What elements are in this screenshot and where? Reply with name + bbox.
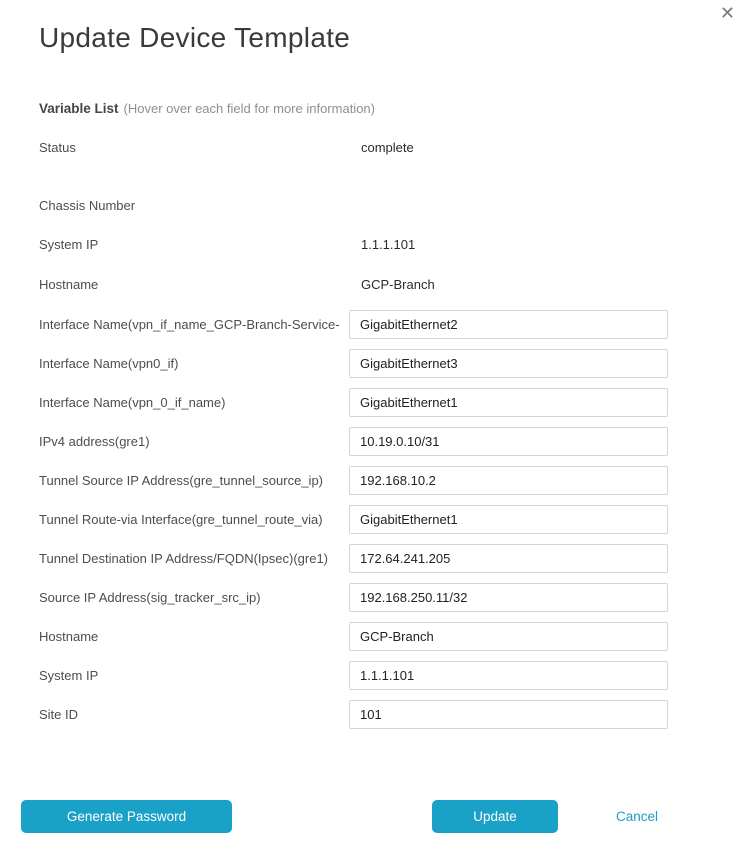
field-label: IPv4 address(gre1): [39, 433, 150, 449]
field-label: Interface Name(vpn_0_if_name): [39, 394, 226, 410]
field-label: Chassis Number: [39, 198, 136, 213]
interface-name-vpn-0-if-name-input[interactable]: [349, 388, 668, 417]
generate-password-button[interactable]: Generate Password: [21, 800, 232, 833]
tunnel-source-ip-input[interactable]: [349, 466, 668, 495]
update-button[interactable]: Update: [432, 800, 558, 833]
interface-name-vpn0-if-input[interactable]: [349, 349, 668, 378]
source-ip-sig-tracker-input[interactable]: [349, 583, 668, 612]
row-tunnel-source-ip: [39, 466, 668, 495]
row-ipv4-address-gre1: [39, 427, 668, 456]
variable-list-heading: Variable List: [39, 101, 119, 116]
tunnel-destination-ip-input[interactable]: [349, 544, 668, 573]
field-value: complete: [361, 140, 414, 155]
field-value: GCP-Branch: [361, 277, 435, 292]
field-value: 1.1.1.101: [361, 237, 416, 252]
row-tunnel-destination-ip: [39, 544, 668, 573]
interface-name-service-vpn-input[interactable]: [349, 310, 668, 339]
field-label: System IP: [39, 237, 99, 252]
row-status: [39, 140, 668, 156]
dialog-footer: [0, 800, 752, 833]
hostname-input[interactable]: [349, 622, 668, 651]
field-label: System IP: [39, 667, 99, 683]
row-hostname-static: [39, 277, 668, 293]
field-label: Source IP Address(sig_tracker_src_ip): [39, 589, 261, 605]
variable-list-hint: (Hover over each field for more information): [123, 101, 375, 116]
row-hostname: [39, 622, 668, 651]
row-source-ip-sig-tracker: [39, 583, 668, 612]
row-chassis-number: [39, 198, 668, 214]
dialog-title: Update Device Template: [39, 22, 351, 53]
tunnel-route-via-interface-input[interactable]: [349, 505, 668, 534]
field-label: Tunnel Source IP Address(gre_tunnel_source_ip): [39, 472, 324, 488]
field-label: Hostname: [39, 628, 99, 644]
row-system-ip-static: [39, 237, 668, 253]
field-label: Status: [39, 140, 76, 155]
field-label: Hostname: [39, 277, 99, 292]
row-interface-name-vpn-0-if-name: [39, 388, 668, 417]
field-label: Tunnel Route-via Interface(gre_tunnel_route_via): [39, 511, 323, 527]
site-id-input[interactable]: [349, 700, 668, 729]
field-label: Interface Name(vpn0_if): [39, 355, 179, 371]
row-site-id: [39, 700, 668, 729]
field-label: Site ID: [39, 706, 79, 722]
close-icon[interactable]: ✕: [719, 3, 735, 23]
system-ip-input[interactable]: [349, 661, 668, 690]
row-system-ip: [39, 661, 668, 690]
cancel-link[interactable]: Cancel: [616, 809, 659, 824]
row-interface-name-service-vpn: [39, 310, 668, 339]
variable-list-header: [39, 101, 668, 117]
field-label: Tunnel Destination IP Address/FQDN(Ipsec)(gre1): [39, 550, 329, 566]
variable-rows: [39, 140, 668, 729]
row-interface-name-vpn0-if: [39, 349, 668, 378]
ipv4-address-gre1-input[interactable]: [349, 427, 668, 456]
row-tunnel-route-via-interface: [39, 505, 668, 534]
field-label: Interface Name(vpn_if_name_GCP-Branch-Service-: [39, 316, 340, 332]
